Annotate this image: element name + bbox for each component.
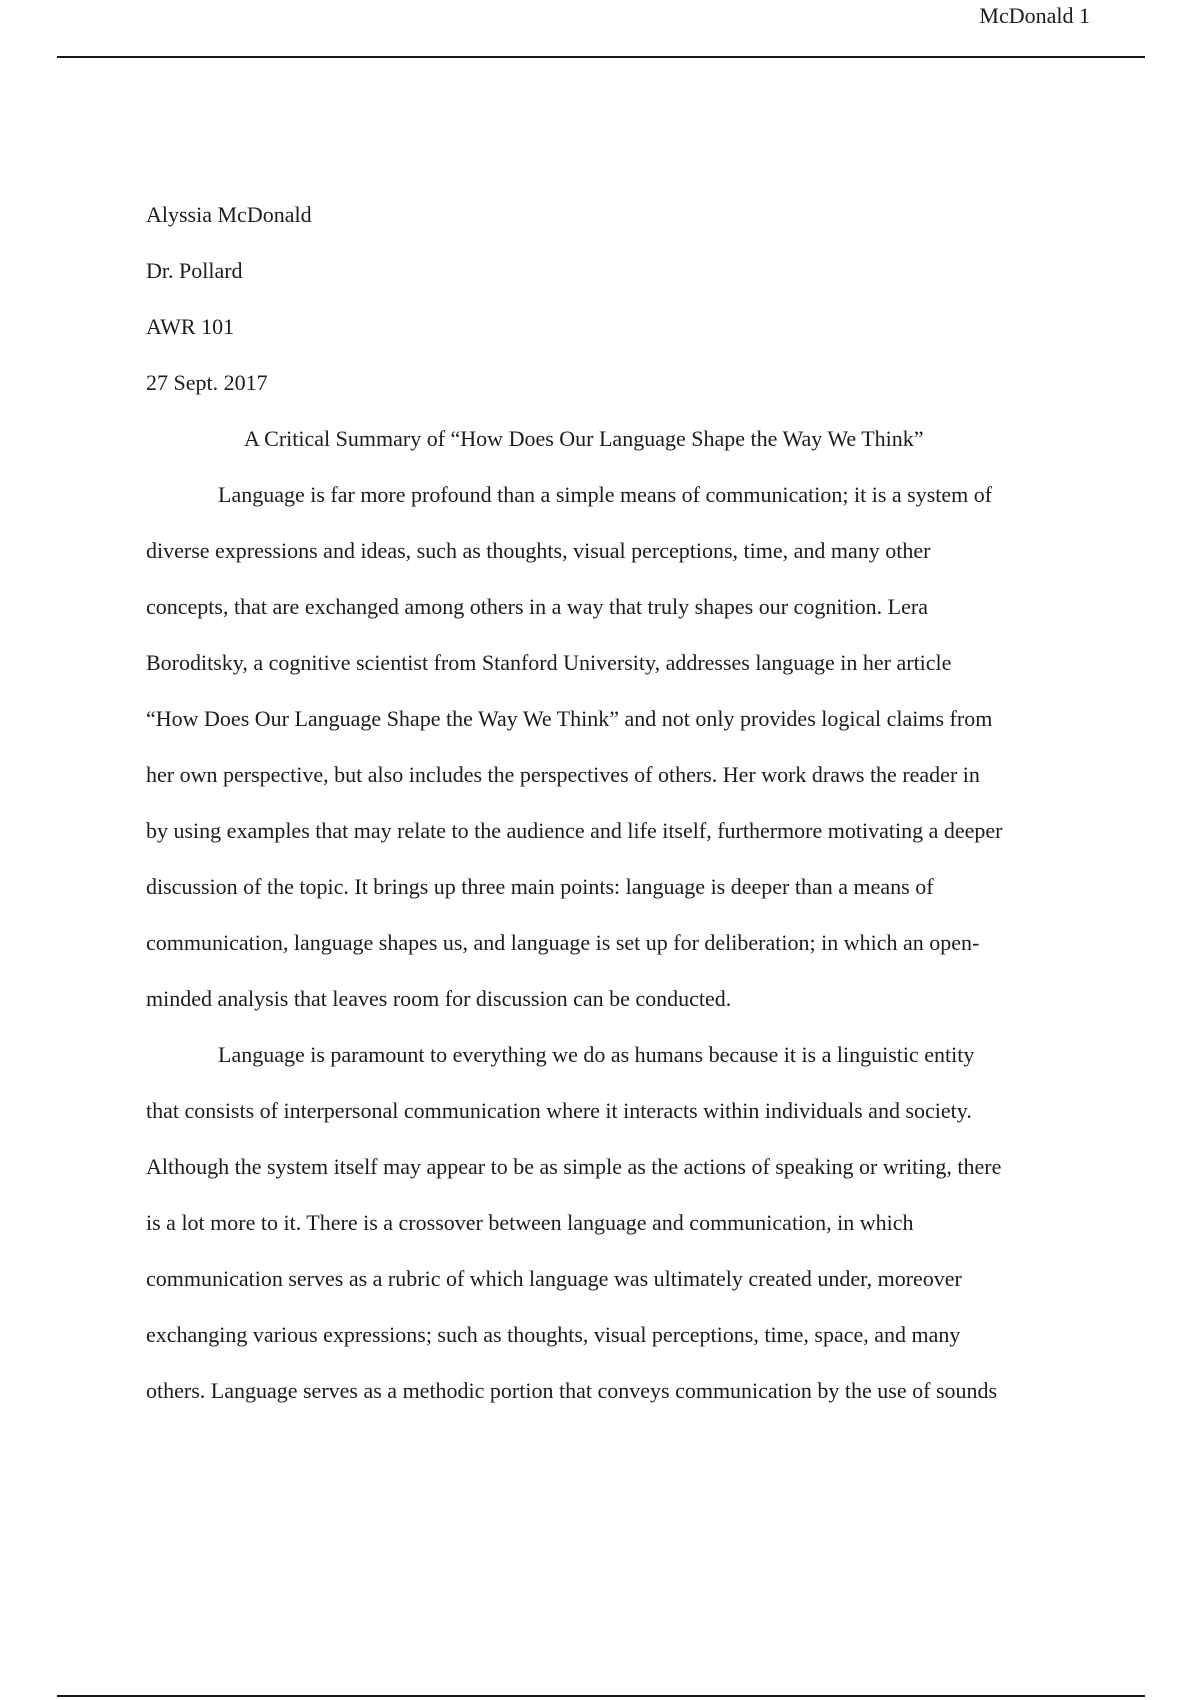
paragraph-line: diverse expressions and ideas, such as thoughts, visual perceptions, time, and many other (146, 538, 931, 563)
paragraph-line: communication serves as a rubric of which language was ultimately created under, moreover (146, 1266, 962, 1291)
essay-title: A Critical Summary of “How Does Our Language Shape the Way We Think” (244, 426, 924, 451)
paragraph-line: Although the system itself may appear to be as simple as the actions of speaking or writing, there (146, 1154, 1002, 1179)
heading-block (146, 187, 1096, 411)
paragraph-line: Boroditsky, a cognitive scientist from Stanford University, addresses language in her article (146, 650, 952, 675)
paragraph-line: discussion of the topic. It brings up three main points: language is deeper than a means of (146, 874, 934, 899)
paragraph-line: is a lot more to it. There is a crossover between language and communication, in which (146, 1210, 914, 1235)
header-divider (57, 56, 1145, 58)
paragraph-line: communication, language shapes us, and language is set up for deliberation; in which an open- (146, 930, 980, 955)
paragraph-line: that consists of interpersonal communication where it interacts within individuals and society. (146, 1098, 972, 1123)
paragraph-line: others. Language serves as a methodic portion that conveys communication by the use of sounds (146, 1378, 998, 1403)
paragraph-1 (146, 467, 1096, 1027)
course-name: AWR 101 (146, 314, 235, 339)
date: 27 Sept. 2017 (146, 370, 268, 395)
instructor-name: Dr. Pollard (146, 258, 243, 283)
paragraph-line: Language is paramount to everything we do as humans because it is a linguistic entity (218, 1042, 975, 1067)
student-name: Alyssia McDonald (146, 202, 312, 227)
paragraph-line: Language is far more profound than a simple means of communication; it is a system of (218, 482, 993, 507)
footer-divider (57, 1695, 1145, 1697)
running-header: McDonald 1 (979, 3, 1090, 28)
paragraph-line: exchanging various expressions; such as thoughts, visual perceptions, time, space, and many (146, 1322, 961, 1347)
paragraph-line: minded analysis that leaves room for discussion can be conducted. (146, 986, 732, 1011)
document-body (146, 187, 1096, 1419)
paragraph-line: “How Does Our Language Shape the Way We Think” and not only provides logical claims from (146, 706, 993, 731)
paragraph-line: by using examples that may relate to the audience and life itself, furthermore motivating a deeper (146, 818, 1003, 843)
paragraph-line: her own perspective, but also includes the perspectives of others. Her work draws the reader in (146, 762, 980, 787)
paragraph-line: concepts, that are exchanged among others in a way that truly shapes our cognition. Lera (146, 594, 928, 619)
paragraph-2 (146, 1027, 1096, 1419)
